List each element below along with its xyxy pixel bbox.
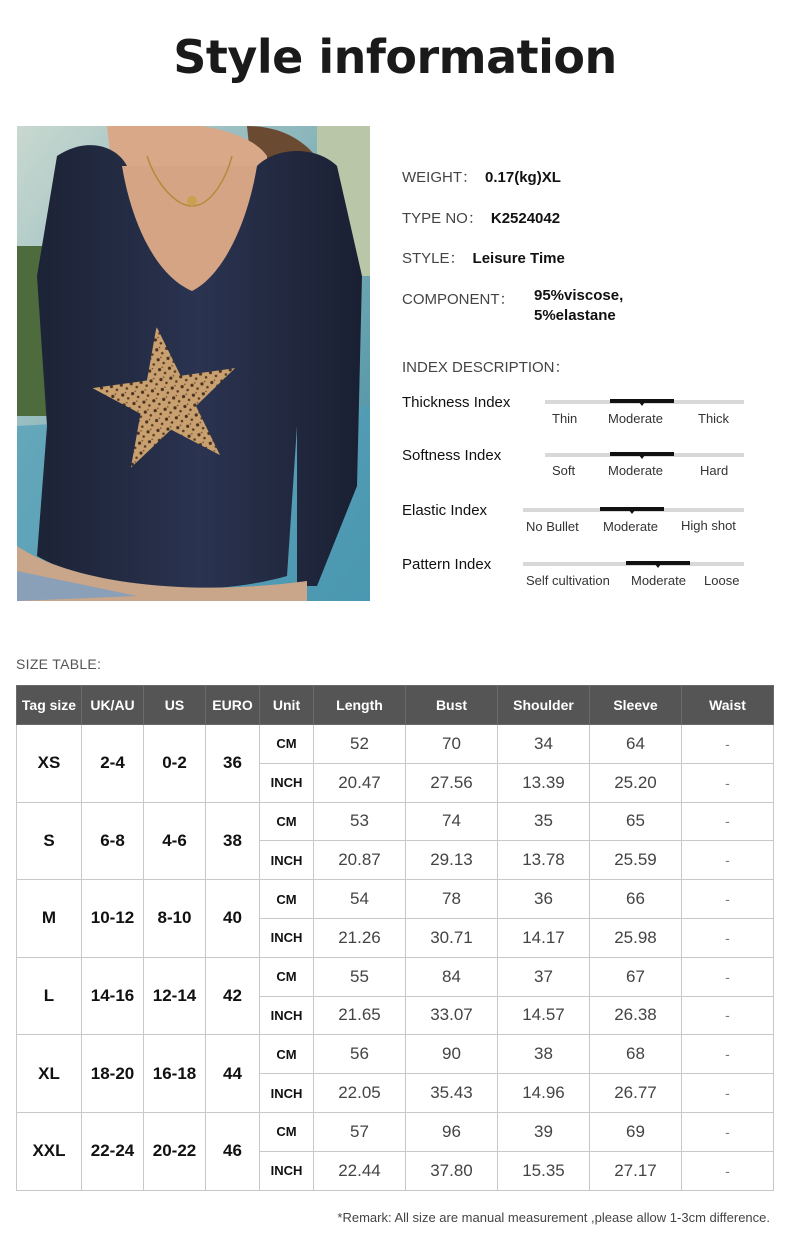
header-sleeve: Sleeve	[590, 686, 682, 725]
header-euro: EURO	[206, 686, 260, 725]
length-inch-cell: 22.05	[314, 1074, 406, 1113]
length-cm-cell: 55	[314, 957, 406, 996]
shoulder-cm-cell: 35	[498, 802, 590, 841]
sleeve-cm-cell: 69	[590, 1112, 682, 1151]
length-inch-cell: 21.26	[314, 918, 406, 957]
header-tag-size: Tag size	[17, 686, 82, 725]
unit-inch-cell: INCH	[260, 918, 314, 957]
product-photo	[17, 126, 370, 601]
shoulder-inch-cell: 14.17	[498, 918, 590, 957]
size-table	[16, 685, 774, 1191]
us-cell: 0-2	[144, 725, 206, 803]
euro-cell: 38	[206, 802, 260, 880]
sleeve-inch-cell: 25.59	[590, 841, 682, 880]
weight-value: 0.17(kg)XL	[485, 169, 561, 186]
shoulder-cm-cell: 36	[498, 880, 590, 919]
unit-cm-cell: CM	[260, 1035, 314, 1074]
softness-index-label: Softness Index	[402, 447, 502, 464]
uk-au-cell: 22-24	[82, 1112, 144, 1190]
waist-cm-cell: -	[682, 880, 774, 919]
table-row	[17, 725, 774, 764]
sleeve-inch-cell: 25.20	[590, 763, 682, 802]
length-inch-cell: 20.87	[314, 841, 406, 880]
uk-au-cell: 10-12	[82, 880, 144, 958]
unit-cm-cell: CM	[260, 802, 314, 841]
header-us: US	[144, 686, 206, 725]
header-waist: Waist	[682, 686, 774, 725]
index-description-title: INDEX DESCRIPTION：	[402, 359, 570, 376]
uk-au-cell: 2-4	[82, 725, 144, 803]
bust-cm-cell: 96	[406, 1112, 498, 1151]
bust-cm-cell: 78	[406, 880, 498, 919]
table-row	[17, 1035, 774, 1074]
softness-selected-marker	[639, 455, 645, 459]
waist-cm-cell: -	[682, 802, 774, 841]
header-length: Length	[314, 686, 406, 725]
weight-label: WEIGHT：	[402, 169, 477, 186]
shoulder-cm-cell: 39	[498, 1112, 590, 1151]
sleeve-inch-cell: 27.17	[590, 1151, 682, 1190]
us-cell: 8-10	[144, 880, 206, 958]
unit-inch-cell: INCH	[260, 763, 314, 802]
type-label: TYPE NO：	[402, 210, 483, 227]
bust-inch-cell: 27.56	[406, 763, 498, 802]
bust-inch-cell: 37.80	[406, 1151, 498, 1190]
elastic-option-high-shot: High shot	[681, 518, 736, 533]
bust-cm-cell: 90	[406, 1035, 498, 1074]
thickness-index-scale	[545, 400, 744, 404]
table-row	[17, 802, 774, 841]
size-table-label: SIZE TABLE:	[16, 656, 102, 672]
sleeve-cm-cell: 65	[590, 802, 682, 841]
us-cell: 4-6	[144, 802, 206, 880]
unit-cm-cell: CM	[260, 880, 314, 919]
euro-cell: 46	[206, 1112, 260, 1190]
waist-cm-cell: -	[682, 957, 774, 996]
pattern-option-loose: Loose	[704, 573, 740, 588]
shoulder-cm-cell: 38	[498, 1035, 590, 1074]
pattern-index-scale	[523, 562, 744, 566]
elastic-option-moderate: Moderate	[603, 519, 658, 534]
length-inch-cell: 20.47	[314, 763, 406, 802]
sleeve-inch-cell: 26.38	[590, 996, 682, 1035]
tag-size-cell: L	[17, 957, 82, 1035]
component-row	[402, 288, 515, 309]
sleeve-inch-cell: 25.98	[590, 918, 682, 957]
tag-size-cell: M	[17, 880, 82, 958]
page-title: Style information	[173, 30, 617, 84]
model-illustration	[17, 126, 370, 601]
elastic-selected-marker	[629, 510, 635, 514]
type-row	[402, 207, 560, 228]
thickness-option-moderate: Moderate	[608, 411, 663, 426]
softness-option-moderate: Moderate	[608, 463, 663, 478]
waist-inch-cell: -	[682, 1074, 774, 1113]
header-unit: Unit	[260, 686, 314, 725]
table-row	[17, 957, 774, 996]
style-value: Leisure Time	[472, 250, 565, 267]
shoulder-inch-cell: 14.96	[498, 1074, 590, 1113]
table-row	[17, 880, 774, 919]
thickness-selected-marker	[639, 402, 645, 406]
euro-cell: 44	[206, 1035, 260, 1113]
unit-cm-cell: CM	[260, 1112, 314, 1151]
waist-cm-cell: -	[682, 1112, 774, 1151]
bust-inch-cell: 33.07	[406, 996, 498, 1035]
tag-size-cell: S	[17, 802, 82, 880]
shoulder-inch-cell: 13.39	[498, 763, 590, 802]
waist-cm-cell: -	[682, 725, 774, 764]
sleeve-cm-cell: 66	[590, 880, 682, 919]
length-cm-cell: 56	[314, 1035, 406, 1074]
waist-inch-cell: -	[682, 918, 774, 957]
style-label: STYLE：	[402, 250, 465, 267]
sleeve-cm-cell: 68	[590, 1035, 682, 1074]
bust-cm-cell: 84	[406, 957, 498, 996]
softness-option-hard: Hard	[700, 463, 729, 478]
elastic-index-scale	[523, 508, 744, 512]
waist-inch-cell: -	[682, 763, 774, 802]
sleeve-cm-cell: 67	[590, 957, 682, 996]
shoulder-cm-cell: 34	[498, 725, 590, 764]
style-row	[402, 247, 565, 268]
component-label: COMPONENT：	[402, 291, 515, 308]
bust-inch-cell: 30.71	[406, 918, 498, 957]
component-line1: 95%viscose,	[534, 287, 624, 304]
length-inch-cell: 22.44	[314, 1151, 406, 1190]
length-cm-cell: 52	[314, 725, 406, 764]
unit-cm-cell: CM	[260, 957, 314, 996]
pattern-selected-marker	[655, 564, 661, 568]
length-cm-cell: 53	[314, 802, 406, 841]
header-bust: Bust	[406, 686, 498, 725]
component-line2: 5%elastane	[534, 307, 616, 324]
us-cell: 20-22	[144, 1112, 206, 1190]
sleeve-cm-cell: 64	[590, 725, 682, 764]
tag-size-cell: XXL	[17, 1112, 82, 1190]
euro-cell: 40	[206, 880, 260, 958]
size-table-header	[17, 686, 774, 725]
bust-inch-cell: 35.43	[406, 1074, 498, 1113]
elastic-option-no-bullet: No Bullet	[526, 519, 579, 534]
elastic-index-label: Elastic Index	[402, 502, 488, 519]
us-cell: 16-18	[144, 1035, 206, 1113]
shoulder-cm-cell: 37	[498, 957, 590, 996]
bust-cm-cell: 74	[406, 802, 498, 841]
pattern-index-label: Pattern Index	[402, 556, 492, 573]
thickness-option-thick: Thick	[698, 411, 730, 426]
euro-cell: 42	[206, 957, 260, 1035]
shoulder-inch-cell: 15.35	[498, 1151, 590, 1190]
waist-inch-cell: -	[682, 996, 774, 1035]
uk-au-cell: 18-20	[82, 1035, 144, 1113]
thickness-option-thin: Thin	[552, 411, 578, 426]
tag-size-cell: XL	[17, 1035, 82, 1113]
bust-inch-cell: 29.13	[406, 841, 498, 880]
euro-cell: 36	[206, 725, 260, 803]
remark-note: *Remark: All size are manual measurement ,please allow 1-3cm difference.	[337, 1210, 770, 1225]
thickness-index-label: Thickness Index	[402, 394, 511, 411]
softness-index-scale	[545, 453, 744, 457]
unit-inch-cell: INCH	[260, 1074, 314, 1113]
tag-size-cell: XS	[17, 725, 82, 803]
softness-option-soft: Soft	[552, 463, 576, 478]
weight-row	[402, 166, 561, 187]
length-cm-cell: 57	[314, 1112, 406, 1151]
bust-cm-cell: 70	[406, 725, 498, 764]
pattern-option-self-cultivation: Self cultivation	[526, 573, 610, 588]
type-value: K2524042	[490, 210, 561, 227]
shoulder-inch-cell: 14.57	[498, 996, 590, 1035]
table-row	[17, 1112, 774, 1151]
length-inch-cell: 21.65	[314, 996, 406, 1035]
pattern-option-moderate: Moderate	[631, 573, 686, 588]
sleeve-inch-cell: 26.77	[590, 1074, 682, 1113]
us-cell: 12-14	[144, 957, 206, 1035]
header-shoulder: Shoulder	[498, 686, 590, 725]
uk-au-cell: 14-16	[82, 957, 144, 1035]
uk-au-cell: 6-8	[82, 802, 144, 880]
shoulder-inch-cell: 13.78	[498, 841, 590, 880]
unit-cm-cell: CM	[260, 725, 314, 764]
waist-cm-cell: -	[682, 1035, 774, 1074]
waist-inch-cell: -	[682, 841, 774, 880]
header-uk-au: UK/AU	[82, 686, 144, 725]
unit-inch-cell: INCH	[260, 841, 314, 880]
length-cm-cell: 54	[314, 880, 406, 919]
unit-inch-cell: INCH	[260, 996, 314, 1035]
unit-inch-cell: INCH	[260, 1151, 314, 1190]
waist-inch-cell: -	[682, 1151, 774, 1190]
